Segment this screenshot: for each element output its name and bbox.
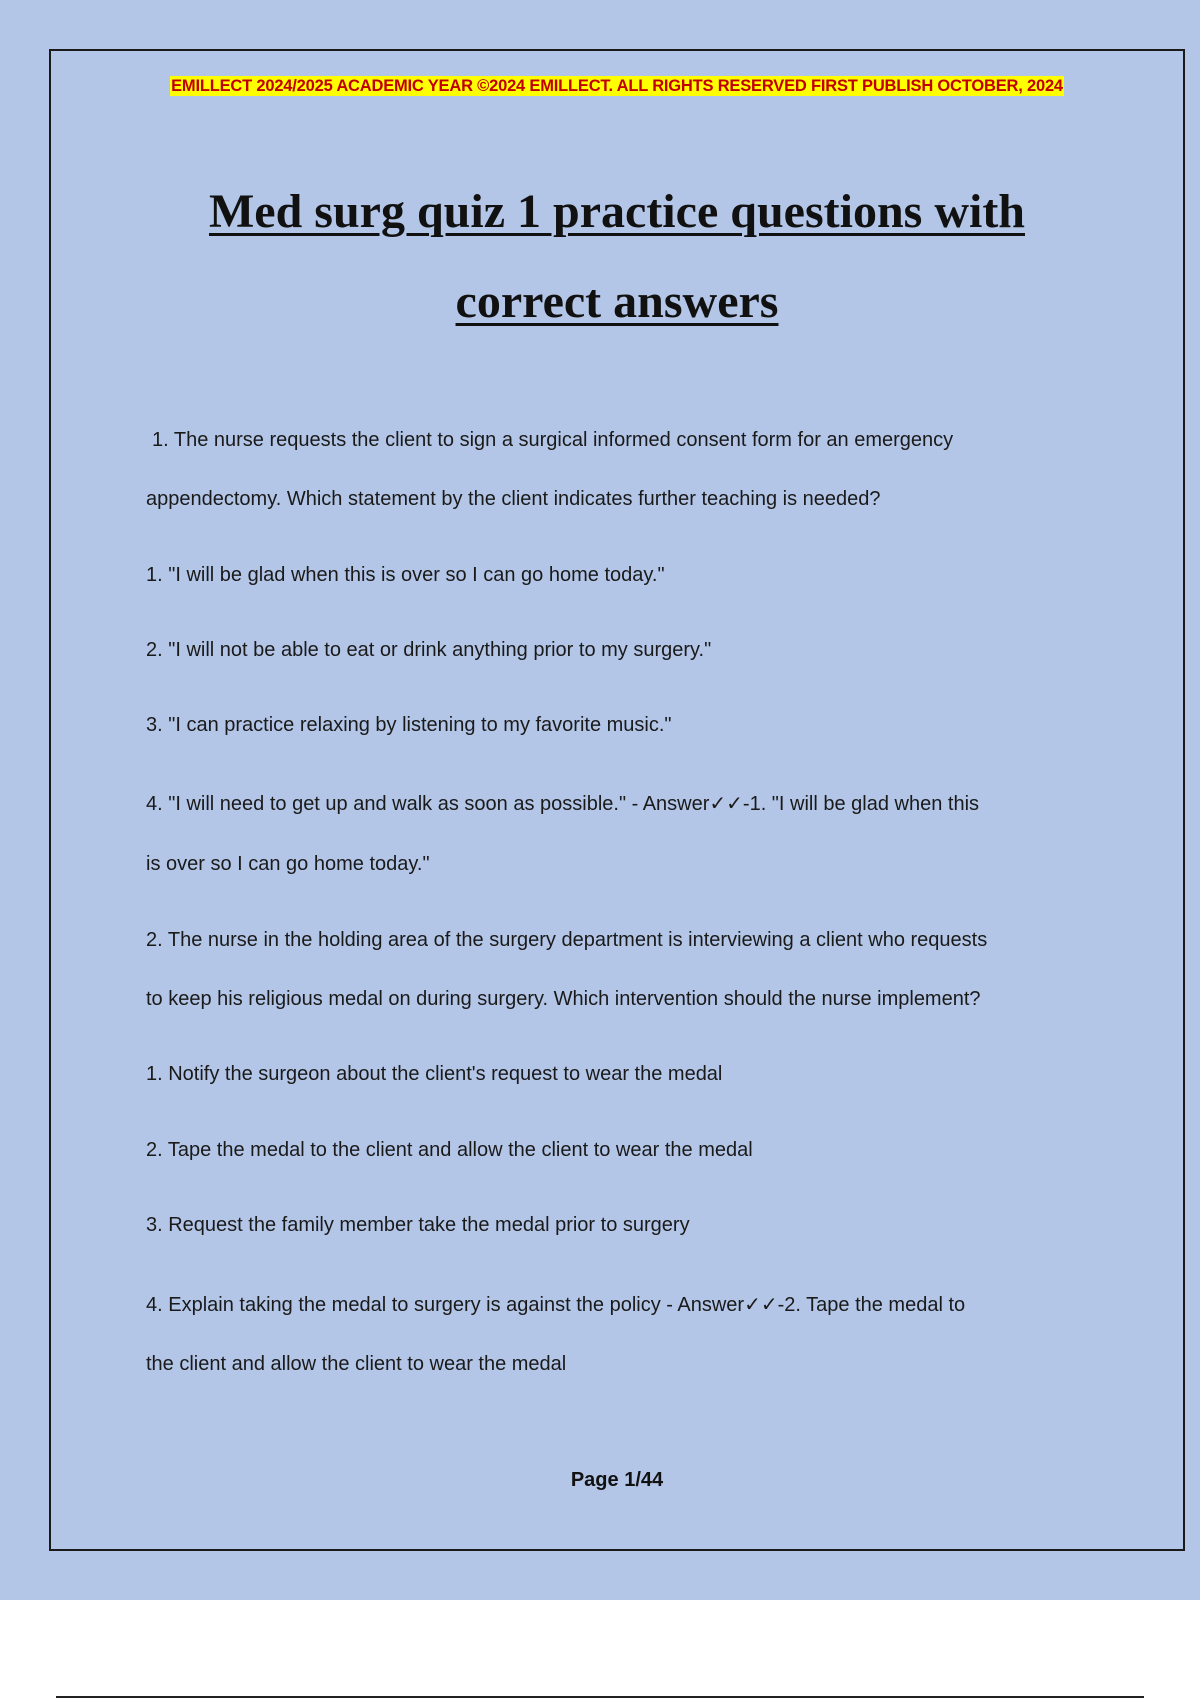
- question-2-option-4: 4. Explain taking the medal to surgery is against the policy - Answer✓✓-2. Tape the medal to: [146, 1294, 966, 1316]
- question-1-option-1: 1. "I will be glad when this is over so I can go home today.": [146, 564, 665, 586]
- question-1-stem-line-2: appendectomy. Which statement by the client indicates further teaching is needed?: [146, 488, 881, 510]
- question-2-stem-line-1: 2. The nurse in the holding area of the surgery department is interviewing a client who requests: [146, 929, 988, 951]
- question-1-option-3: 3. "I can practice relaxing by listening to my favorite music.": [146, 714, 672, 736]
- page-frame: [49, 49, 1185, 1551]
- document-title-line-1: Med surg quiz 1 practice questions with: [209, 185, 1025, 238]
- question-2-stem-line-2: to keep his religious medal on during surgery. Which intervention should the nurse implement?: [146, 988, 981, 1010]
- page-number: Page 1/44: [570, 1469, 664, 1491]
- question-2-option-1: 1. Notify the surgeon about the client's request to wear the medal: [146, 1063, 723, 1085]
- question-1-option-4: 4. "I will need to get up and walk as soon as possible." - Answer✓✓-1. "I will be glad when this: [146, 793, 980, 815]
- question-1-option-2: 2. "I will not be able to eat or drink anything prior to my surgery.": [146, 639, 712, 661]
- question-2-answer-continuation: the client and allow the client to wear the medal: [146, 1353, 567, 1375]
- question-1-stem-line-1: 1. The nurse requests the client to sign a surgical informed consent form for an emergency: [152, 429, 954, 451]
- question-2-option-3: 3. Request the family member take the medal prior to surgery: [146, 1214, 690, 1236]
- bottom-divider: [56, 1696, 1144, 1698]
- question-2-option-2: 2. Tape the medal to the client and allow the client to wear the medal: [146, 1139, 753, 1161]
- copyright-banner: [51, 77, 1183, 96]
- document-title-line-2: correct answers: [455, 275, 779, 328]
- question-1-answer-continuation: is over so I can go home today.": [146, 853, 430, 875]
- copyright-banner-text: EMILLECT 2024/2025 ACADEMIC YEAR ©2024 EMILLECT. ALL RIGHTS RESERVED FIRST PUBLISH OCTOBER, 2024: [171, 77, 1063, 95]
- document-title: [51, 167, 1183, 347]
